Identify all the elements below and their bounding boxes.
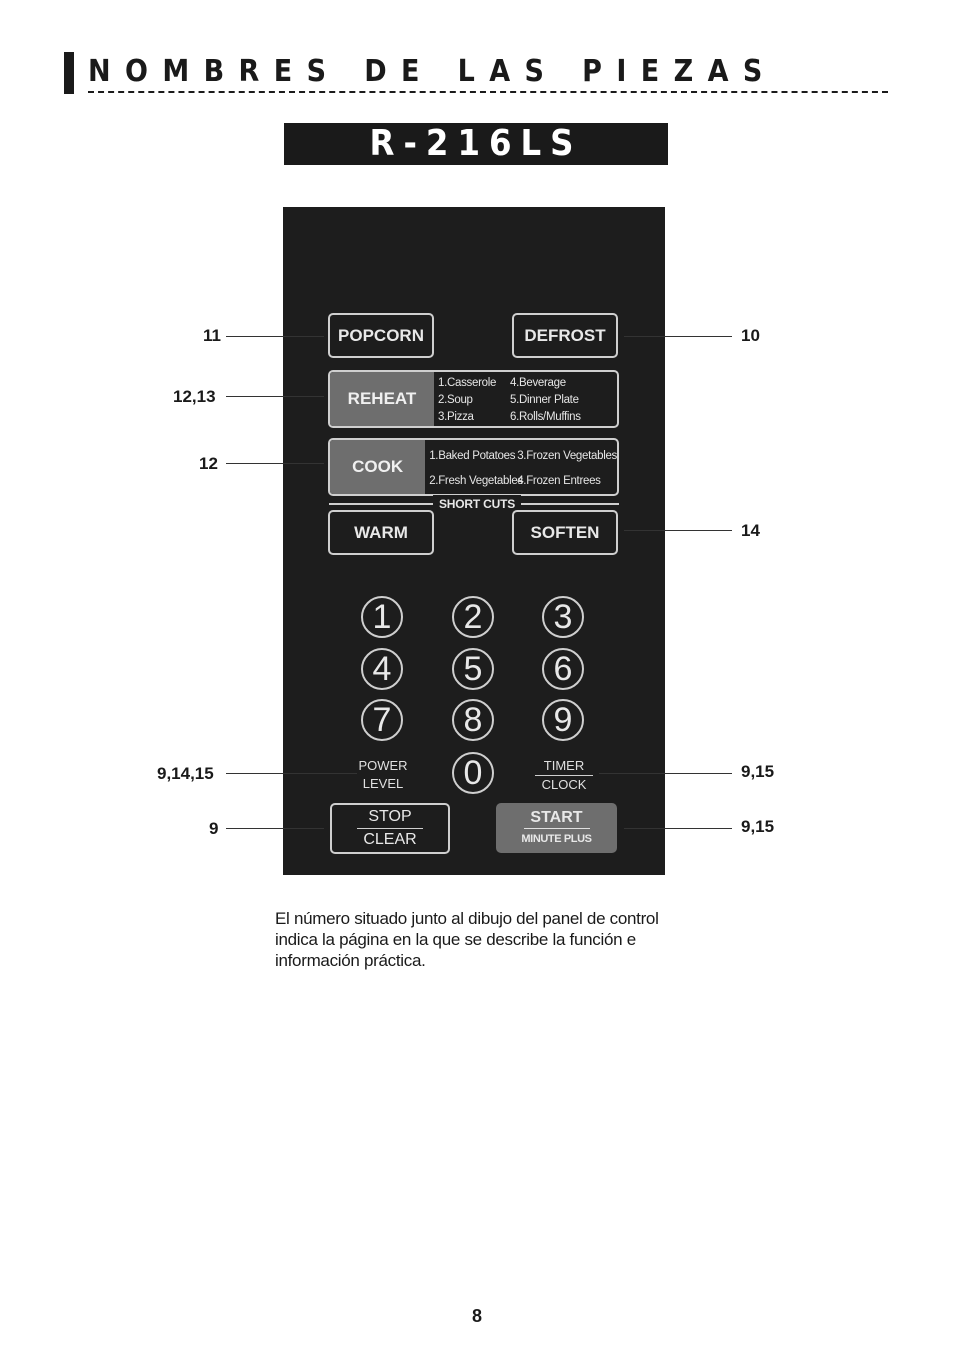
soften-button[interactable]: SOFTEN [512,510,618,555]
reheat-options [434,372,617,426]
leader-line-timer-clock [599,773,732,774]
reheat-option: 1.Casserole [438,377,497,389]
cook-option: 2.Fresh Vegetables [429,474,523,487]
leader-line-stop-clear [226,828,324,829]
start-label: START [530,808,583,826]
timer-clock-line2: CLOCK [541,777,587,792]
power-level-line2: LEVEL [362,776,404,791]
reheat-option: 6.Rolls/Muffins [510,411,581,423]
caption-text: El número situado junto al dibujo del panel de control indica la página en la que se describe la función e información práctica. [275,909,659,970]
power-level-line1: POWER [358,758,408,773]
control-panel [283,207,665,875]
reheat-option: 3.Pizza [438,411,474,423]
cook-options [425,440,617,494]
digit-4-button[interactable]: 4 [361,648,403,690]
warm-button[interactable]: WARM [328,510,434,555]
cook-option: 1.Baked Potatoes [429,450,516,462]
clear-label: CLEAR [363,831,417,848]
header-dashed-rule [88,91,888,93]
leader-line-defrost [624,336,732,337]
header-bar [64,52,74,94]
callout-popcorn: 11 [203,326,221,345]
stop-clear-button[interactable] [330,803,450,854]
digit-9-button[interactable]: 9 [542,699,584,741]
digit-2-button[interactable]: 2 [452,596,494,638]
leader-line-soften [624,530,732,531]
defrost-button[interactable]: DEFROST [512,313,618,358]
leader-line-power-level [226,773,357,774]
reheat-label: REHEAT [330,372,434,426]
start-minute-plus-button[interactable] [496,803,617,853]
reheat-option: 4.Beverage [510,377,566,389]
minute-plus-label: MINUTE PLUS [521,832,592,845]
shortcuts-label: SHORT CUTS [433,495,521,513]
power-level-button[interactable] [351,757,415,793]
callout-start-minute-plus: 9,15 [741,817,775,836]
timer-clock-button[interactable] [533,757,595,794]
leader-line-start [624,828,732,829]
callout-defrost: 10 [741,326,760,345]
callout-reheat: 12,13 [173,387,216,406]
leader-line-reheat [226,396,324,397]
reheat-option: 2.Soup [438,394,473,406]
model-label: R-216LS [284,123,668,165]
digit-3-button[interactable]: 3 [542,596,584,638]
reheat-option: 5.Dinner Plate [510,394,579,406]
page-number: 8 [471,1306,482,1326]
callout-power-level: 9,14,15 [157,764,214,783]
cook-label: COOK [330,440,425,494]
reheat-button[interactable] [328,370,619,428]
digit-8-button[interactable]: 8 [452,699,494,741]
digit-0-button[interactable]: 0 [452,752,494,794]
digit-6-button[interactable]: 6 [542,648,584,690]
digit-5-button[interactable]: 5 [452,648,494,690]
section-title: NOMBRES DE LAS PIEZAS [88,54,777,89]
digit-7-button[interactable]: 7 [361,699,403,741]
cook-option: 4.Frozen Entrees [517,474,601,487]
stop-label: STOP [368,808,412,825]
callout-stop-clear: 9 [209,819,219,838]
callout-cook: 12 [199,454,218,473]
popcorn-button[interactable]: POPCORN [328,313,434,358]
callout-soften: 14 [741,521,760,540]
digit-1-button[interactable]: 1 [361,596,403,638]
callout-timer-clock: 9,15 [741,762,775,781]
cook-button[interactable] [328,438,619,496]
leader-line-popcorn [226,336,324,337]
cook-option: 3.Frozen Vegetables [517,450,617,462]
leader-line-cook [226,463,324,464]
timer-clock-line1: TIMER [543,758,585,773]
